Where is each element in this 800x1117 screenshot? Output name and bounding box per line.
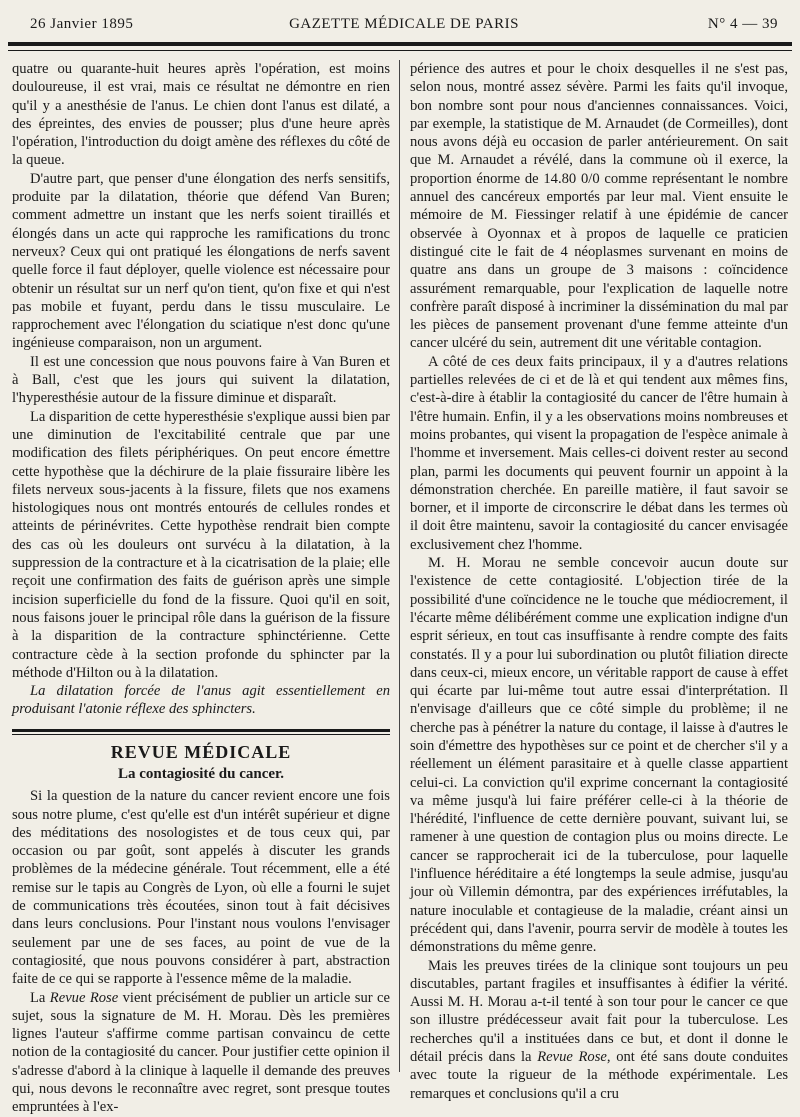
journal-name-revue-rose-2: Revue Rose <box>537 1049 607 1066</box>
conclusion-paragraph: La dilatation forcée de l'anus agit essentiellement en produisant l'atonie réflexe des sphincters. <box>12 683 390 718</box>
article-title: La contagiosité du cancer. <box>117 765 285 782</box>
article-paragraph-2 <box>12 989 390 1117</box>
right-column <box>410 60 788 1102</box>
left-paragraph-1: quatre ou quarante-huit heures après l'opération, est moins douloureuse, il est vrai, mais ce résultat ne démontre en rien qu'il y a anesthésie de l'anus. Le chien dont l'anus est dilaté, a des épreintes, des envies de pousser; plus d'une heure après l'opération, l'introduction du doigt amène des réflexes du côté de la queue. <box>12 61 390 169</box>
right-paragraph-4-rest: , ont été sans doute conduites avec toute la rigueur de la méthode expérimentale. Les remarques et conclusions qu'il a cru <box>410 1049 788 1102</box>
right-paragraph-1: périence des autres et pour le choix desquelles il ne s'est pas, selon nous, montré assez sévère. Parmi les faits qu'il invoque, bon nombre sont pour nous d'anciennes connaissances. Voici, par exemple, la statistique de M. Arnaudet (de Cormeilles), dont nous avons déjà eu occasion de parler antérieurement. On sait que M. Arnaudet a révélé, dans la commune où il exerce, la proportion énorme de 14.80 0/0 comme représentant le nombre annuel des cancéreux emportés par leur mal. Vient ensuite le mémoire de M. Fiessinger relatif à une épidémie de cancer observée à Oyonnax et à propos de laquelle ce praticien distingué cite le fait de 4 néoplasmes survenant en moins de quatre ans dans un groupe de 3 maisons : coïncidence assurément remarquable, pour l'explication de laquelle notre confrère paraît disposé à incriminer la dissémination du mal par les pièces de pansement provenant d'une femme atteinte d'un cancer ulcéré du sein, autrement dit une véritable contagion. <box>410 61 788 352</box>
article-paragraph-1: Si la question de la nature du cancer revient encore une fois sous notre plume, c'est qu'elle est d'un intérêt supérieur et digne des méditations des nosologistes et de tous ceux qui, par occasion ou par goût, sont appelés à discuter les grands problèmes de la médecine générale. Tout récemment, elle a été remise sur le tapis au Congrès de Lyon, où elle a fourni le sujet de communications très écoutées, sinon tout à fait décisives dans leurs conclusions. Pour l'instant nous voulons l'envisager seulement par une de ses faces, au point de vue de la contagiosité, que nous pouvons considérer à part, abstraction faite de ce qui se rapporte à l'essence même de la maladie. <box>12 788 390 988</box>
header-date: 26 Janvier 1895 <box>30 16 134 32</box>
section-title: REVUE MÉDICALE <box>110 741 292 762</box>
left-paragraph-3: Il est une concession que nous pouvons faire à Van Buren et à Ball, c'est que les jours qui suivent la dilatation, l'hyperesthésie autour de la fissure diminue et disparaît. <box>12 353 390 407</box>
article-paragraph-2-start: La <box>30 989 50 1006</box>
section-rule-thick <box>12 729 390 732</box>
left-column <box>12 60 390 1116</box>
left-paragraph-2: D'autre part, que penser d'une élongation des nerfs sensitifs, produite par la dilatation, théorie que défend Van Buren; comment admettre un instant que les nerfs soient tiraillés et élongés dans un acte qui rapproche les ramifications du tronc nerveux? Ceux qui ont pratiqué les élongations de nerfs savent quelle force il faut déployer, quelle violence est nécessaire pour obtenir un résultat sur un nerf qu'on tient, qu'on fixe et qui n'est pas mobile et fuyant, perdu dans le tissu musculaire. Le rapprochement avec l'élongation du sciatique n'est donc qu'une ingénieuse comparaison, non un argument. <box>12 170 390 352</box>
section-rule-thin <box>12 734 390 735</box>
journal-name-revue-rose: Revue Rose <box>49 989 119 1006</box>
page-header <box>30 16 778 36</box>
column-divider <box>399 60 400 1072</box>
right-paragraph-4 <box>410 957 788 1103</box>
header-issue-number: N° 4 — 39 <box>707 16 778 32</box>
right-paragraph-2: A côté de ces deux faits principaux, il y a d'autres relations partielles relevées de ci et de là et qui tendent aux mêmes fins, c'est-à-dire à établir la contagiosité du cancer de l'être humain à l'être humain. Enfin, il y a les observations moins nombreuses et moins probantes, qui visent la propagation de l'espèce animale à l'homme et inversement. Mais celles-ci doivent rester au second plan, parmi les documents qui peuvent fournir un appoint à la démonstration cherchée. En pareille matière, il faut savoir se borner, et il importe de circonscrire le débat dans les termes où il doit être maintenu, savoir la contagiosité du cancer envisagée exclusivement chez l'homme. <box>410 353 788 553</box>
header-rule-thick <box>8 42 792 46</box>
right-paragraph-3: M. H. Morau ne semble concevoir aucun doute sur l'existence de cette contagiosité. L'objection tirée de la possibilité d'une coïncidence ne le touche que médiocrement, il l'écarte même délibérément comme une explication indigne d'un esprit sérieux, en tout cas insuffisante à rendre compte des faits constatés. Il y a pour lui subordination ou plutôt filiation directe dans ceux-ci, mieux encore, un véritable rapport de cause à effet qui écarte par lui-même tout autre essai d'interprétation. Il n'envisage d'ailleurs que ce côté simple du problème; il ne cherche pas à pénétrer la nature du contage, il laisse à d'autres le soin d'émettre des hypothèses sur ce point et de chercher s'il y a réellement un élément parasitaire et à quelle classe appartient celui-ci. La conviction qu'il exprime concernant la contagiosité va même jusqu'à lui faire préférer celle-ci à la théorie de l'hérédité, l'influence de cette dernière pouvant, suivant lui, se ramener à une question de contagion plus ou moins directe. Le cancer se rapprocherait ici de la tuberculose, pour laquelle l'influence héréditaire a été longtemps la seule admise, jusqu'au jour où Villemin démontra, par des expériences irréfutables, la nature inoculable et contagieuse de la maladie, créant ainsi un précédent qui, dans l'avenir, pourra servir de modèle à toutes les démonstrations du même genre. <box>410 555 788 956</box>
right-paragraph-4-start: Mais les preuves tirées de la clinique sont toujours un peu discutables, partant fragiles et insuffisantes à édifier la vérité. Aussi M. H. Morau a-t-il tenté à son tour pour le cancer ce que son illustre prédécesseur avait fait pour la tuberculose. Les recherches qu'il a instituées dans ce but, et dont il donne le détail précis dans la <box>410 957 788 1066</box>
article-paragraph-2-rest: vient précisément de publier un article sur ce sujet, sous la signature de M. H. Morau. Dès les premières lignes l'auteur s'affirme comme partisan convaincu de cette notion de la contagiosité du cancer. Pour justifier cette opinion il s'adresse d'abord à la clinique à laquelle il demande des preuves qui, nous devons le reconnaître avec regret, sont presque toutes empruntées à l'ex- <box>12 989 390 1116</box>
left-paragraph-4: La disparition de cette hyperesthésie s'explique aussi bien par une diminution de l'excitabilité centrale que par une modification des filets périphériques. On peut encore émettre cette hypothèse que la déchirure de la plaie fissuraire libère les filets nerveux sous-jacents à la fissure, filets que nos examens histologiques nous ont montrés entourés de cellules rondes et atteints de périnévrites. Cette hypothèse rendrait bien compte des cas où les douleurs ont survécu à la dilatation, à la suppression de la contracture et à la cicatrisation de la plaie; elle reçoit une confirmation des faits de guérison après une simple incision superficielle du fond de la fissure. Quoi qu'il en soit, nous faisons jouer le principal rôle dans la guérison de la fissure à la disparition de la contracture sphinctérienne. Cette contracture cède à la section profonde du sphincter par la méthode d'Hilton ou à la dilatation. <box>12 408 390 681</box>
header-journal-title: GAZETTE MÉDICALE DE PARIS <box>289 16 519 32</box>
header-rule-thin <box>8 50 792 51</box>
